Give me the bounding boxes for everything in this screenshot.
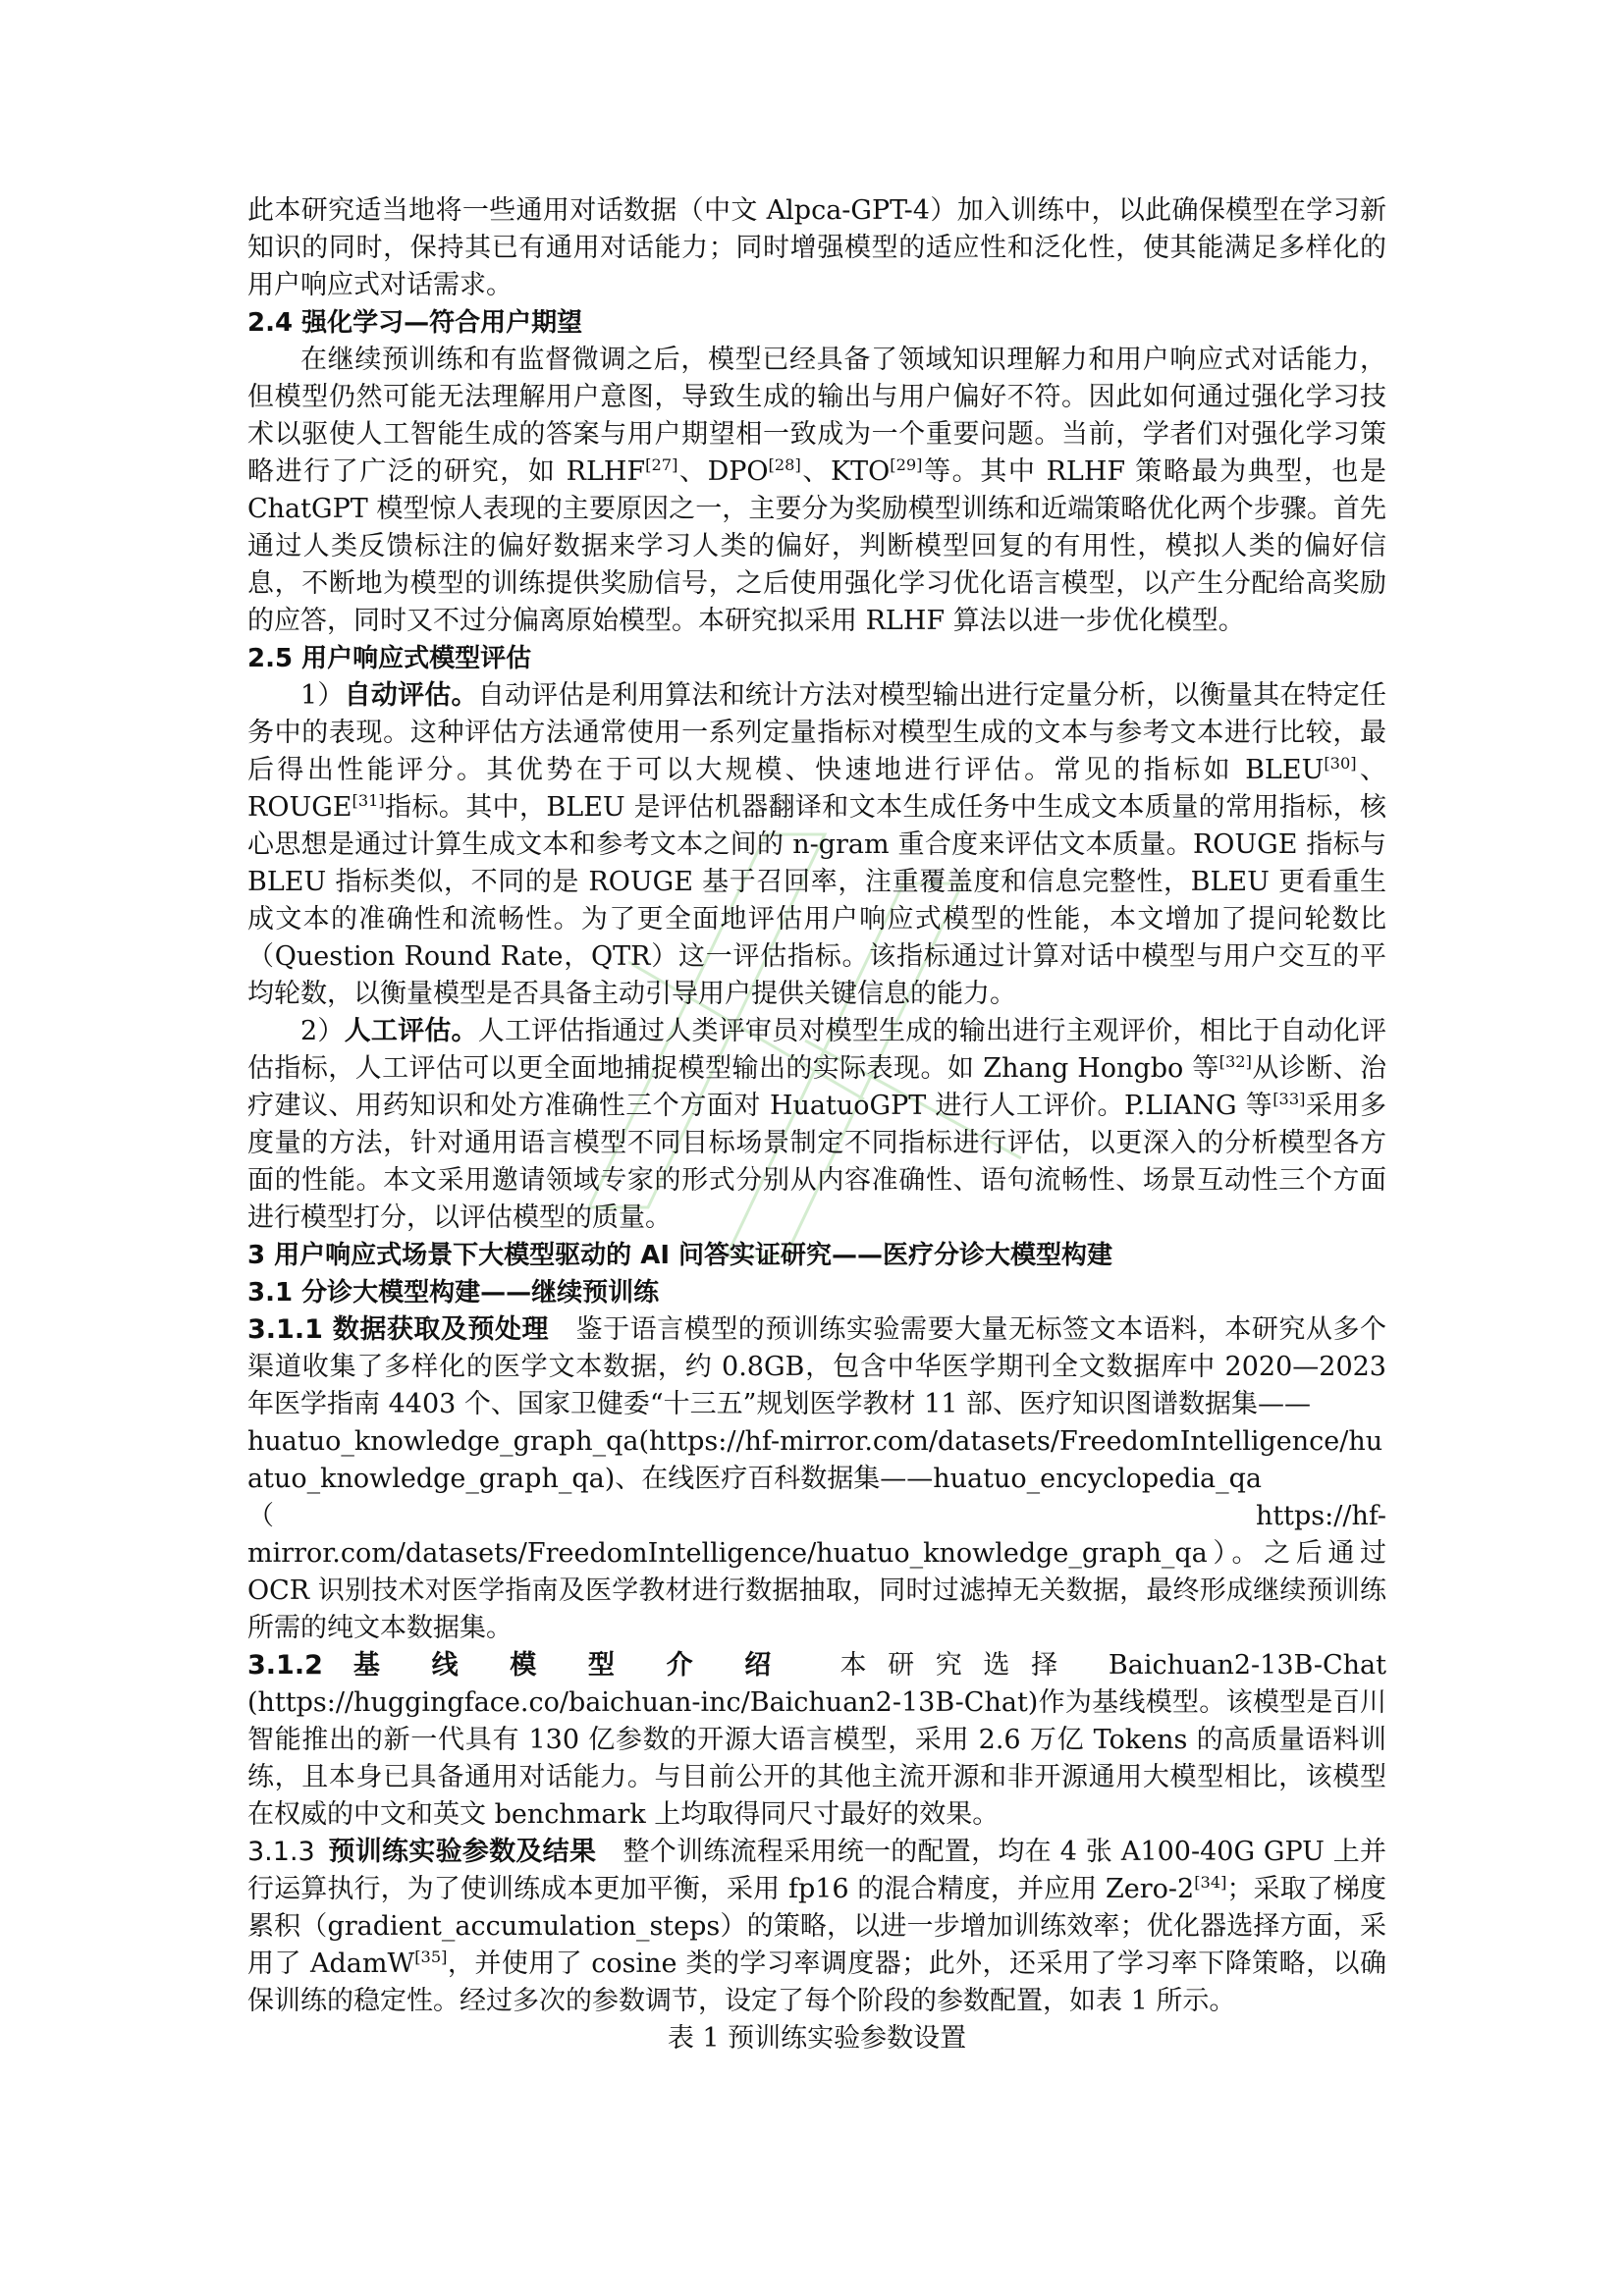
- text-run: 人工评估指通过人类评审员对模型生成的输出进行主观评价，相比于自动化评估指标，人工评估可以更全面地捕捉模型输出的实际表现。如 Zhang Hongbo 等: [247, 1016, 1387, 1084]
- citation-29: [29]: [890, 455, 923, 474]
- section-2-4-paragraph: [247, 342, 1386, 640]
- document-page: [247, 192, 1386, 2057]
- citation-35: [35]: [414, 1948, 448, 1966]
- citation-34: [34]: [1194, 1873, 1227, 1892]
- citation-27: [27]: [645, 455, 678, 474]
- intro-text: 此本研究适当地将一些通用对话数据（中文 Alpca-GPT-4）加入训练中，以此确保模型在学习新知识的同时，保持其已有通用对话能力；同时增强模型的适应性和泛化性，使其能满足多样化的用户响应式对话需求。: [247, 195, 1386, 300]
- citation-30: [30]: [1324, 754, 1357, 773]
- citation-31: [31]: [352, 791, 385, 810]
- text-run: 指标。其中，BLEU 是评估机器翻译和文本生成任务中生成文本质量的常用指标，核心思想是通过计算生成文本和参考文本之间的 n-gram 重合度来评估文本质量。ROUGE 指标与 BLEU 指标类似，不同的是 ROUGE 基于召回率，注重覆盖度和信息完整性，BLEU 更看重生成文本的准确性和流畅性。为了更全面地评估用户响应式模型的性能，本文增加了提问轮数比（Question Round Rate，QTR）这一评估指标。该指标通过计算对话中模型与用户交互的平均轮数，以衡量模型是否具备主动引导用户提供关键信息的能力。: [247, 792, 1386, 1009]
- section-3-1-2-label: 3.1.2 基 线 模 型 介 绍: [247, 1650, 792, 1681]
- section-3-1-1-paragraph: [247, 1311, 1386, 1423]
- section-3-1-3-label: 预训练实验参数及结果: [328, 1837, 597, 1867]
- manual-eval-paragraph: [247, 1013, 1386, 1237]
- section-2-5-heading: 2.5 用户响应式模型评估: [247, 644, 532, 673]
- text-run: 整个训练流程采用统一的配置，均在 4 张 A100-40G GPU 上并行运算执行，为了使训练成本更加平衡，采用 fp16 的混合精度，并应用 Zero-2: [247, 1837, 1387, 1904]
- intro-paragraph: [247, 192, 1386, 304]
- text-run: 自动评估是利用算法和统计方法对模型输出进行定量分析，以衡量其在特定任务中的表现。这种评估方法通常使用一系列定量指标对模型生成的文本与参考文本进行比较，最后得出性能评分。其优势在于可以大规模、快速地进行评估。常见的指标如 BLEU: [247, 680, 1387, 785]
- auto-eval-paragraph: [247, 677, 1386, 1013]
- text-run: 从诊断、治疗建议、用药知识和处方准确性三个方面对 HuatuoGPT 进行人工评价。P.LIANG 等: [247, 1053, 1387, 1121]
- section-3-heading: 3 用户响应式场景下大模型驱动的 AI 问答实证研究——医疗分诊大模型构建: [247, 1241, 1113, 1270]
- section-3-1-2-paragraph: [247, 1647, 1386, 1834]
- section-3-1-3-number: 3.1.3: [247, 1837, 315, 1867]
- table-1-caption: 表 1 预训练实验参数设置: [667, 2023, 967, 2054]
- list-number: 1）: [300, 680, 345, 711]
- text-run: 、KTO: [800, 456, 891, 487]
- text-run: 本研究选择 Baichuan2-13B-Chat (https://huggingface.co/baichuan-inc/Baichuan2-13B-Chat)作为基线模型。该模型是百川智能推出的新一代具有 130 亿参数的开源大语言模型，采用 2.6 万亿 Tokens 的高质量语料训练，且本身已具备通用对话能力。与目前公开的其他主流开源和非开源通用大模型相比，该模型在权威的中文和英文 benchmark 上均取得同尺寸最好的效果。: [247, 1650, 1386, 1830]
- text-run: 等。其中 RLHF 策略最为典型，也是 ChatGPT 模型惊人表现的主要原因之一，主要分为奖励模型训练和近端策略优化两个步骤。首先通过人类反馈标注的偏好数据来学习人类的偏好，判断模型回复的有用性，模拟人类的偏好信息，不断地为模型的训练提供奖励信号，之后使用强化学习优化语言模型，以产生分配给高奖励的应答，同时又不过分偏离原始模型。本研究拟采用 RLHF 算法以进一步优化模型。: [247, 456, 1387, 636]
- text-run: 采用多度量的方法，针对通用语言模型不同目标场景制定不同指标进行评估，以更深入的分析模型各方面的性能。本文采用邀请领域专家的形式分别从内容准确性、语句流畅性、场景互动性三个方面进行模型打分，以评估模型的质量。: [247, 1091, 1386, 1233]
- dataset-url-line: huatuo_knowledge_graph_qa(https://hf-mirror.com/datasets/FreedomIntelligence/huatuo_knowledge_graph_qa)、在线医疗百科数据集——huatuo_encyclopedia_qa: [247, 1426, 1383, 1494]
- text-run: ，并使用了 cosine 类的学习率调度器；此外，还采用了学习率下降策略，以确保训练的稳定性。经过多次的参数调节，设定了每个阶段的参数配置，如表 1 所示。: [247, 1949, 1386, 2016]
- section-3-1-1-continuation: （https://hf-mirror.com/datasets/FreedomIntelligence/huatuo_knowledge_graph_qa）。之后通过 OCR 识别技术对医学指南及医学教材进行数据抽取，同时过滤掉无关数据，最终形成继续预训练所需的纯文本数据集。: [247, 1501, 1386, 1643]
- list-number: 2）: [300, 1016, 345, 1046]
- text-run: 、ROUGE: [247, 755, 1386, 823]
- text-run: ；采取了梯度累积（gradient_accumulation_steps）的策略，以进一步增加训练效率；优化器选择方面，采用了 AdamW: [247, 1874, 1387, 1979]
- text-run: 、DPO: [677, 456, 769, 487]
- citation-32: [32]: [1218, 1052, 1252, 1071]
- section-3-1-heading: 3.1 分诊大模型构建——继续预训练: [247, 1278, 660, 1308]
- manual-eval-label: 人工评估。: [344, 1016, 478, 1046]
- section-3-1-1-label: 3.1.1 数据获取及预处理: [247, 1314, 550, 1345]
- text-run: 鉴于语言模型的预训练实验需要大量无标签文本语料，本研究从多个渠道收集了多样化的医学文本数据，约 0.8GB，包含中华医学期刊全文数据库中 2020—2023 年医学指南 4403 个、国家卫健委“十三五”规划医学教材 11 部、医疗知识图谱数据集——: [247, 1314, 1386, 1419]
- text-run: 在继续预训练和有监督微调之后，模型已经具备了领域知识理解力和用户响应式对话能力，但模型仍然可能无法理解用户意图，导致生成的输出与用户偏好不符。因此如何通过强化学习技术以驱使人工智能生成的答案与用户期望相一致成为一个重要问题。当前，学者们对强化学习策略进行了广泛的研究，如 RLHF: [247, 345, 1386, 487]
- citation-33: [33]: [1272, 1090, 1306, 1108]
- citation-28: [28]: [768, 455, 801, 474]
- section-3-1-3-paragraph: [247, 1834, 1386, 2020]
- section-2-4-heading: 2.4 强化学习—符合用户期望: [247, 308, 583, 338]
- auto-eval-label: 自动评估。: [344, 680, 478, 711]
